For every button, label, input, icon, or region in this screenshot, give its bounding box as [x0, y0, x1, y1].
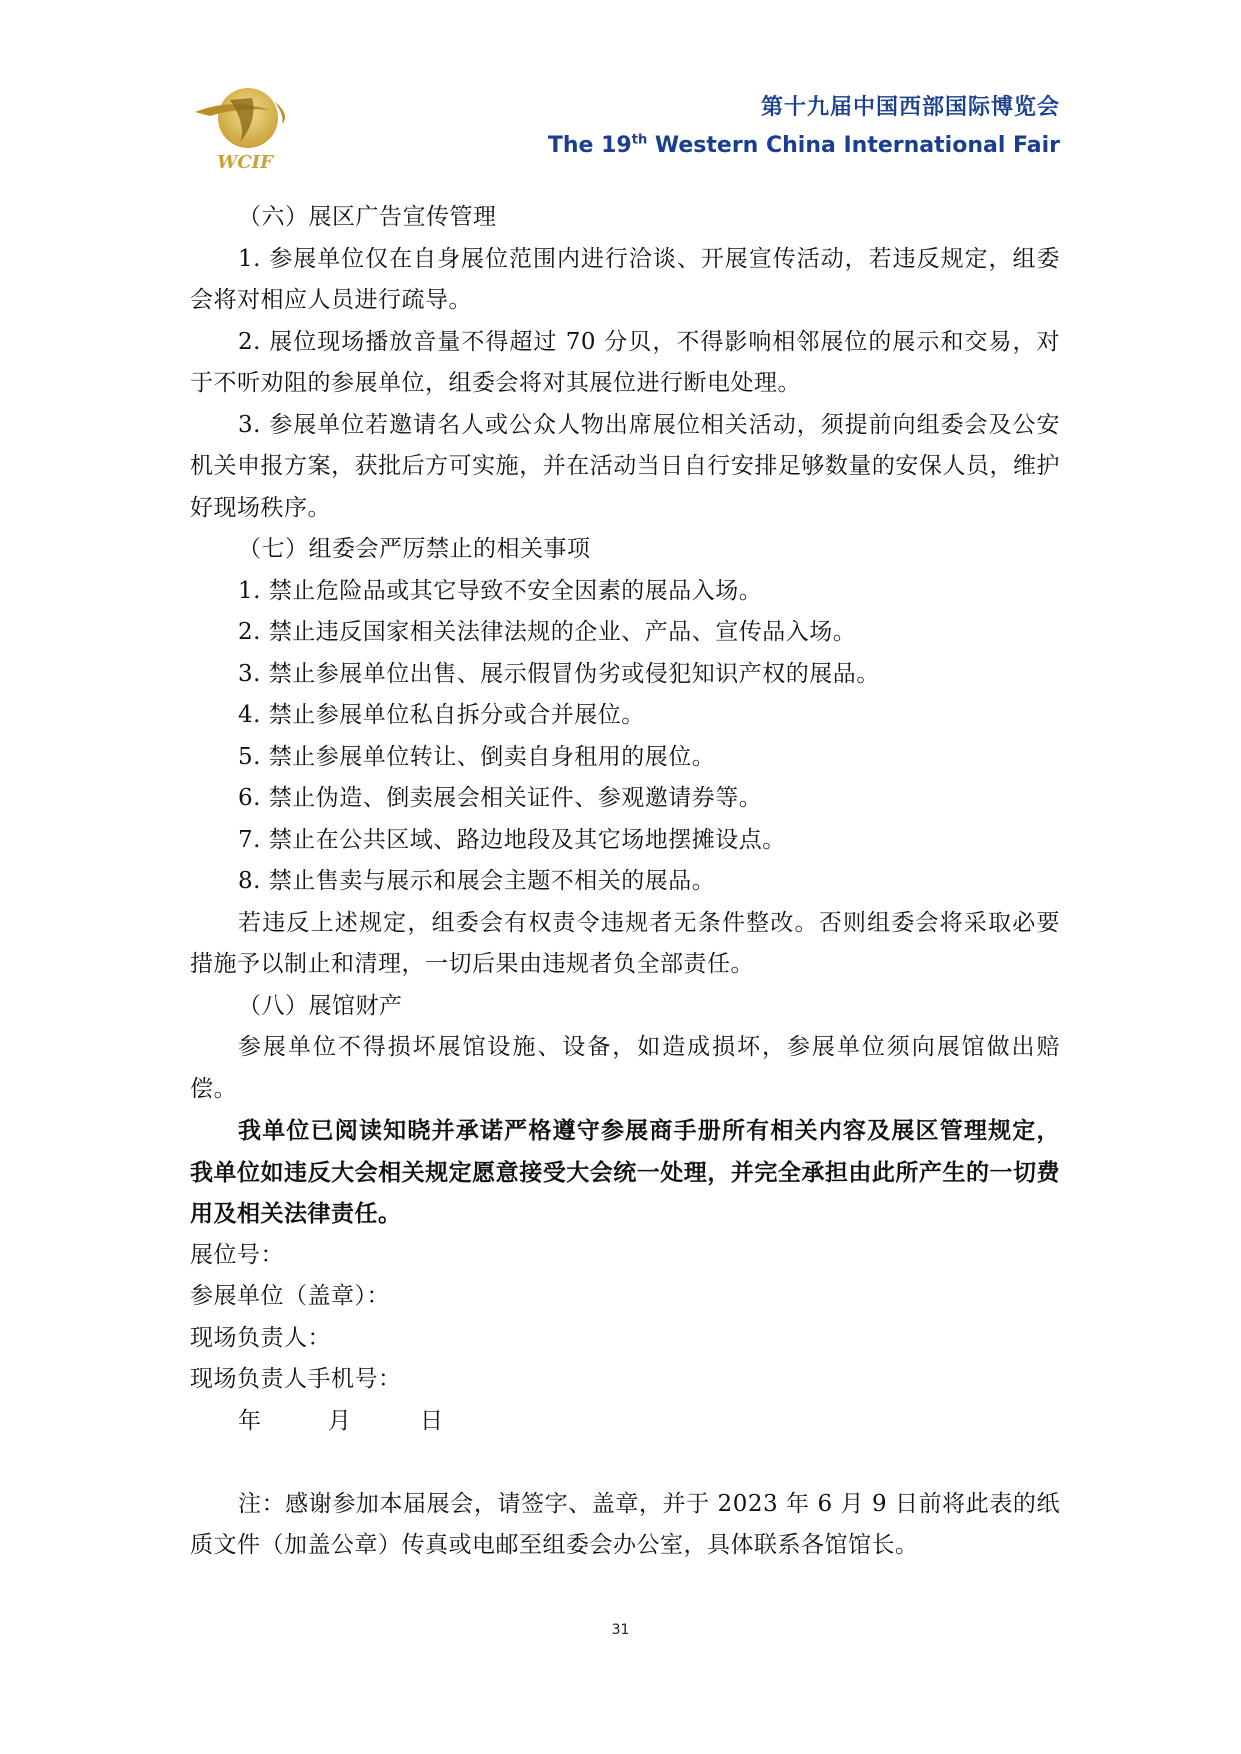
section-heading-6: （六）展区广告宣传管理 [238, 204, 497, 230]
onsite-contact-phone-field: 现场负责人手机号： [190, 1366, 402, 1392]
list-item: 1. 禁止危险品或其它导致不安全因素的展品入场。 [238, 577, 763, 604]
paragraph: 1. 参展单位仅在自身展位范围内进行洽谈、开展宣传活动，若违反规定，组委会将对相应人员进行疏导。 [190, 245, 1060, 313]
section-heading-8: （八）展馆财产 [238, 992, 403, 1019]
page-number: 31 [611, 1622, 630, 1638]
document-body [190, 197, 1060, 1567]
date-day: 日 [420, 1407, 443, 1434]
list-item: 6. 禁止伪造、倒卖展会相关证件、参观邀请券等。 [238, 785, 763, 811]
wcif-logo [190, 80, 300, 180]
onsite-contact-field: 现场负责人： [190, 1324, 331, 1351]
list-item: 5. 禁止参展单位转让、倒卖自身租用的展位。 [238, 743, 716, 770]
list-item: 4. 禁止参展单位私自拆分或合并展位。 [238, 702, 645, 728]
paragraph: 3. 参展单位若邀请名人或公众人物出席展位相关活动，须提前向组委会及公安机关申报方案，获批后方可实施，并在活动当日自行安排足够数量的安保人员，维护好现场秩序。 [190, 411, 1060, 521]
paragraph: 2. 展位现场播放音量不得超过 70 分贝，不得影响相邻展位的展示和交易，对于不听劝阻的参展单位，组委会将对其展位进行断电处理。 [190, 328, 1060, 396]
list-item: 7. 禁止在公共区域、路边地段及其它场地摆摊设点。 [238, 826, 786, 853]
date-line [190, 1401, 1060, 1443]
date-month: 月 [328, 1407, 351, 1434]
page-header [190, 80, 1060, 180]
section-heading-7: （七）组委会严厉禁止的相关事项 [238, 536, 591, 562]
date-year: 年 [238, 1407, 261, 1434]
fair-title-cn: 第十九届中国西部国际博览会 [760, 95, 1060, 120]
list-item: 3. 禁止参展单位出售、展示假冒伪劣或侵犯知识产权的展品。 [238, 660, 880, 687]
note-paragraph: 注：感谢参加本届展会，请签字、盖章，并于 2023 年 6 月 9 日前将此表的纸质文件（加盖公章）传真或电邮至组委会办公室，具体联系各馆馆长。 [190, 1490, 1060, 1558]
paragraph: 若违反上述规定，组委会有权责令违规者无条件整改。否则组委会将采取必要措施予以制止和清理，一切后果由违规者负全部责任。 [190, 909, 1060, 977]
brand-block [548, 90, 1060, 158]
booth-number-field: 展位号： [190, 1241, 284, 1268]
spacer [190, 1442, 1060, 1484]
svg-text:WCIF: WCIF [217, 152, 273, 173]
exhibitor-seal-field: 参展单位（盖章）： [190, 1283, 390, 1309]
list-item: 2. 禁止违反国家相关法律法规的企业、产品、宣传品入场。 [238, 619, 857, 645]
commitment-statement: 我单位已阅读知晓并承诺严格遵守参展商手册所有相关内容及展区管理规定，我单位如违反大会相关规定愿意接受大会统一处理，并完全承担由此所产生的一切费用及相关法律责任。 [190, 1117, 1060, 1227]
paragraph: 参展单位不得损坏展馆设施、设备，如造成损坏，参展单位须向展馆做出赔偿。 [190, 1034, 1060, 1102]
list-item: 8. 禁止售卖与展示和展会主题不相关的展品。 [238, 868, 716, 894]
fair-title-en: The 19th Western China International Fair [547, 132, 1060, 158]
